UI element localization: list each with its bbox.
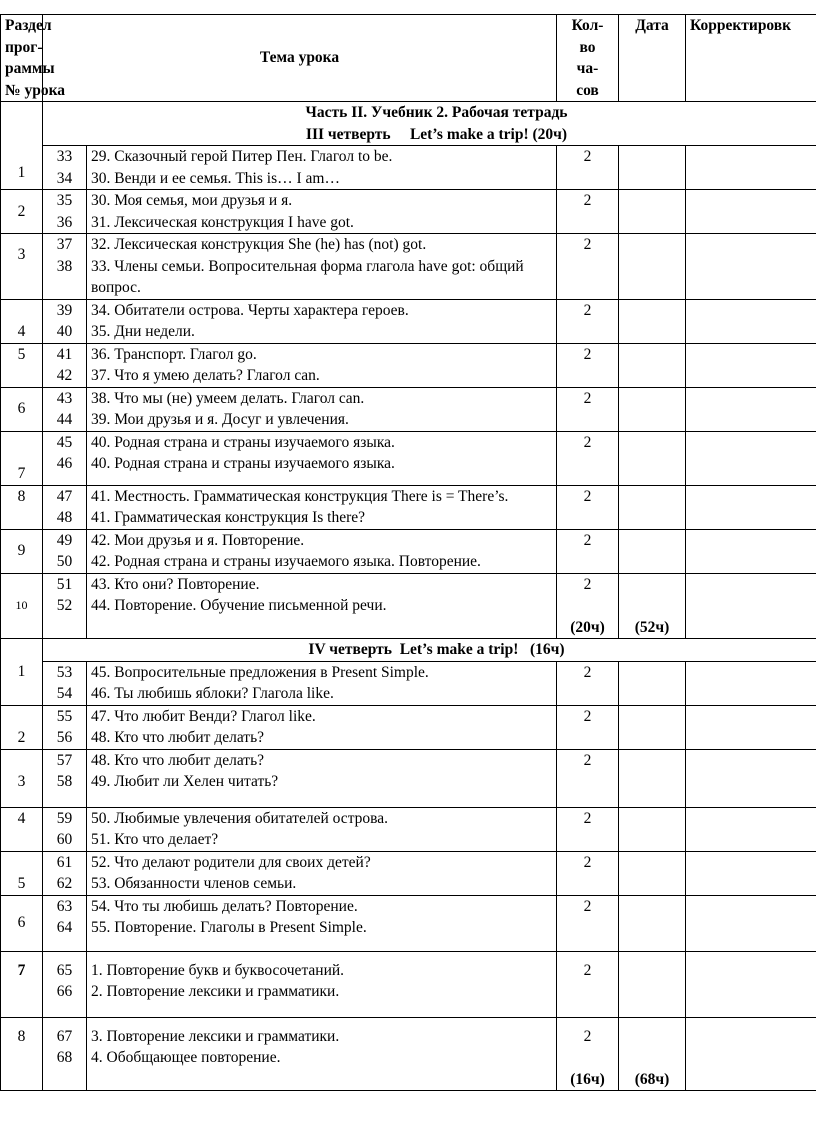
table-row xyxy=(1,851,816,895)
lesson-number: 60 xyxy=(56,831,73,848)
lesson-numbers xyxy=(43,851,87,895)
lesson-number: 55 xyxy=(56,707,73,725)
lesson-number: 49 xyxy=(56,531,73,549)
lesson-topics xyxy=(87,807,557,851)
lesson-hours: 2 xyxy=(557,485,619,529)
table-row xyxy=(1,234,816,300)
date-cell xyxy=(619,485,686,529)
header-section-line: раммы xyxy=(5,60,55,77)
hours-value: 2 xyxy=(583,1027,592,1045)
header-topic: Тема урока xyxy=(43,15,557,102)
correction-cell xyxy=(686,705,816,749)
header-section xyxy=(1,15,66,102)
lesson-numbers xyxy=(43,1017,87,1091)
lesson-number: 57 xyxy=(56,751,73,769)
header-correction: Корректировк xyxy=(686,15,816,102)
lesson-numbers xyxy=(43,387,87,431)
lesson-hours: 2 xyxy=(557,190,619,234)
table-row xyxy=(1,705,816,749)
lesson-topic: 52. Что делают родители для своих детей? xyxy=(91,853,371,871)
lesson-topics xyxy=(87,485,557,529)
lesson-topic: 31. Лексическая конструкция I have got. xyxy=(91,213,354,231)
spacer xyxy=(91,1069,552,1091)
lesson-topics xyxy=(87,529,557,573)
lesson-numbers xyxy=(43,705,87,749)
lesson-numbers xyxy=(43,529,87,573)
correction-cell xyxy=(686,851,816,895)
lesson-topic: 43. Кто они? Повторение. xyxy=(91,575,260,593)
section-number: 3 xyxy=(1,234,43,300)
correction-cell xyxy=(686,190,816,234)
lesson-topic: 47. Что любит Венди? Глагол like. xyxy=(91,707,316,725)
lesson-number: 67 xyxy=(56,1027,73,1045)
lesson-topic: 54. Что ты любишь делать? Повторение. xyxy=(91,897,358,915)
lesson-number: 35 xyxy=(56,192,73,209)
lesson-topics xyxy=(87,146,557,190)
date-cell xyxy=(619,851,686,895)
lesson-topic: 41. Грамматическая конструкция Is there? xyxy=(91,509,366,526)
lesson-number: 43 xyxy=(56,389,73,407)
lesson-topic: 49. Любит ли Хелен читать? xyxy=(91,773,279,790)
lesson-numbers xyxy=(43,431,87,485)
section-number: 3 xyxy=(1,749,43,807)
lesson-topic: 35. Дни недели. xyxy=(91,323,195,340)
lesson-number: 44 xyxy=(56,411,73,428)
lesson-number: 41 xyxy=(56,345,73,363)
lesson-topics xyxy=(87,343,557,387)
section-number: 5 xyxy=(1,851,43,895)
quarter-total-hours: (20ч) xyxy=(570,618,605,636)
lesson-number: 48 xyxy=(56,509,73,526)
lesson-topic: 1. Повторение букв и буквосочетаний. xyxy=(91,961,345,979)
header-section-line: № урока xyxy=(5,81,66,99)
lesson-topics xyxy=(87,895,557,951)
header-date: Дата xyxy=(619,15,686,102)
table-row xyxy=(1,895,816,951)
lesson-topic: 53. Обязанности членов семьи. xyxy=(91,875,297,892)
section-number: 2 xyxy=(1,705,43,749)
date-cell xyxy=(619,146,686,190)
lesson-topic: 40. Родная страна и страны изучаемого языка. xyxy=(91,433,395,451)
table-row xyxy=(1,299,816,343)
date-cell xyxy=(619,895,686,951)
part-title-line: Часть II. Учебник 2. Рабочая тетрадь xyxy=(305,104,568,121)
part-title: IV четверть Let’s make a trip! (16ч) xyxy=(43,639,816,662)
lesson-hours: 2 xyxy=(557,851,619,895)
section-number: 2 xyxy=(1,190,43,234)
date-cell xyxy=(619,343,686,387)
section-number: 7 xyxy=(1,951,43,1017)
section-number: 9 xyxy=(1,529,43,573)
spacer xyxy=(561,595,614,617)
correction-cell xyxy=(686,951,816,1017)
correction-cell xyxy=(686,573,816,639)
lesson-number: 47 xyxy=(56,487,73,505)
lesson-topics xyxy=(87,1017,557,1091)
lesson-topic: 48. Кто что любит делать? xyxy=(91,751,265,769)
lesson-number: 34 xyxy=(56,169,73,187)
lesson-number: 40 xyxy=(56,323,73,340)
header-hours-line: ча- xyxy=(576,60,599,77)
date-cell xyxy=(619,431,686,485)
section-number: 5 xyxy=(1,343,43,387)
lesson-topics xyxy=(87,661,557,705)
lesson-topic: 36. Транспорт. Глагол go. xyxy=(91,345,257,363)
lesson-numbers xyxy=(43,749,87,807)
lesson-number: 42 xyxy=(56,367,73,384)
table-row xyxy=(1,485,816,529)
lesson-number: 39 xyxy=(56,301,73,319)
table-row xyxy=(1,1017,816,1091)
lesson-topic: 42. Родная страна и страны изучаемого языка. Повторение. xyxy=(91,553,481,570)
lesson-numbers xyxy=(43,146,87,190)
table-row xyxy=(1,951,816,1017)
lesson-topic: 44. Повторение. Обучение письменной речи. xyxy=(91,597,387,614)
correction-cell xyxy=(686,1017,816,1091)
cumulative-total-hours: (52ч) xyxy=(634,618,670,636)
section-number: 6 xyxy=(1,895,43,951)
lesson-hours: 2 xyxy=(557,529,619,573)
lesson-number: 53 xyxy=(56,663,73,681)
lesson-topic: 34. Обитатели острова. Черты характера героев. xyxy=(91,301,409,319)
lesson-hours: 2 xyxy=(557,146,619,190)
lesson-hours: 2 xyxy=(557,705,619,749)
lesson-topic: 30. Венди и ее семья. This is… I am… xyxy=(91,169,340,187)
lesson-number: 51 xyxy=(56,575,73,593)
lesson-numbers xyxy=(43,485,87,529)
date-cell xyxy=(619,190,686,234)
lesson-numbers xyxy=(43,895,87,951)
lesson-topic: 30. Моя семья, мои друзья и я. xyxy=(91,192,293,209)
table-row xyxy=(1,431,816,485)
lesson-number: 63 xyxy=(56,897,73,915)
spacer xyxy=(561,1047,614,1069)
date-cell xyxy=(619,529,686,573)
lesson-topic: 41. Местность. Грамматическая конструкция There is = There’s. xyxy=(91,487,509,505)
part-title-row xyxy=(1,102,816,146)
header-hours xyxy=(557,15,619,102)
lesson-hours: 2 xyxy=(557,895,619,951)
table-row xyxy=(1,343,816,387)
date-cell xyxy=(619,661,686,705)
lesson-topic: 32. Лексическая конструкция She (he) has (not) got. xyxy=(91,236,427,253)
lesson-number: 56 xyxy=(56,729,73,746)
lesson-topic: 50. Любимые увлечения обитателей острова. xyxy=(91,809,389,827)
correction-cell xyxy=(686,343,816,387)
lesson-topics xyxy=(87,705,557,749)
correction-cell xyxy=(686,299,816,343)
lesson-numbers xyxy=(43,573,87,639)
lesson-hours: 2 xyxy=(557,749,619,807)
lesson-number: 65 xyxy=(56,961,73,979)
lesson-hours: 2 xyxy=(557,661,619,705)
lesson-hours: 2 xyxy=(557,807,619,851)
lesson-topic: 2. Повторение лексики и грамматики. xyxy=(91,983,340,1000)
table-row xyxy=(1,529,816,573)
section-number: 4 xyxy=(1,299,43,343)
lesson-number: 62 xyxy=(56,875,73,892)
lesson-topic: 51. Кто что делает? xyxy=(91,831,219,848)
lesson-numbers xyxy=(43,190,87,234)
correction-cell xyxy=(686,749,816,807)
quarter-total-hours: (16ч) xyxy=(570,1070,605,1088)
table-row xyxy=(1,807,816,851)
lesson-topics xyxy=(87,573,557,639)
lesson-hours: 2 xyxy=(557,299,619,343)
section-number: 4 xyxy=(1,807,43,851)
lesson-topics xyxy=(87,749,557,807)
correction-cell xyxy=(686,485,816,529)
section-number: 7 xyxy=(1,431,43,485)
lesson-number: 46 xyxy=(56,455,73,472)
lesson-numbers xyxy=(43,343,87,387)
header-hours-line: Кол- xyxy=(571,17,604,34)
section-number: 8 xyxy=(1,485,43,529)
lesson-topics xyxy=(87,851,557,895)
lesson-hours: 2 xyxy=(557,387,619,431)
lesson-hours: 2 xyxy=(557,951,619,1017)
lesson-number: 45 xyxy=(56,433,73,451)
lesson-topics xyxy=(87,387,557,431)
table-row xyxy=(1,749,816,807)
correction-cell xyxy=(686,529,816,573)
lesson-hours: 2 xyxy=(557,343,619,387)
lesson-number: 37 xyxy=(56,236,73,253)
lesson-number: 68 xyxy=(56,1049,73,1066)
lesson-topic: 46. Ты любишь яблоки? Глагола like. xyxy=(91,685,334,702)
section-number: 6 xyxy=(1,387,43,431)
lesson-hours: 2 xyxy=(557,234,619,300)
section-number: 1 xyxy=(1,102,43,190)
lesson-topic: 42. Мои друзья и я. Повторение. xyxy=(91,531,305,549)
date-cell xyxy=(619,299,686,343)
header-section-line: прог- xyxy=(5,38,43,56)
table-row xyxy=(1,661,816,705)
lesson-topics xyxy=(87,951,557,1017)
lesson-topic: 45. Вопросительные предложения в Present Simple. xyxy=(91,663,429,681)
spacer xyxy=(91,617,552,639)
lesson-topic: 48. Кто что любит делать? xyxy=(91,729,265,746)
lesson-number: 66 xyxy=(56,983,73,1000)
date-cell xyxy=(619,705,686,749)
part-title xyxy=(43,102,816,146)
lesson-topic: 33. Члены семьи. Вопросительная форма глагола have got: общий вопрос. xyxy=(91,257,524,296)
lesson-numbers xyxy=(43,661,87,705)
lesson-topics xyxy=(87,431,557,485)
lesson-topic: 37. Что я умею делать? Глагол can. xyxy=(91,367,320,384)
date-cell xyxy=(619,749,686,807)
lesson-numbers xyxy=(43,807,87,851)
date-cell xyxy=(619,387,686,431)
lesson-number: 38 xyxy=(56,257,73,275)
lesson-number: 58 xyxy=(56,773,73,790)
hours-value: 2 xyxy=(583,575,592,593)
date-cell xyxy=(619,951,686,1017)
header-hours-line: сов xyxy=(576,81,599,99)
lesson-topics xyxy=(87,190,557,234)
lesson-number: 54 xyxy=(56,685,73,702)
lesson-topics xyxy=(87,299,557,343)
correction-cell xyxy=(686,807,816,851)
section-number: 8 xyxy=(1,1017,43,1091)
lesson-numbers xyxy=(43,299,87,343)
correction-cell xyxy=(686,234,816,300)
lesson-number: 61 xyxy=(56,853,73,871)
header-row xyxy=(1,15,816,102)
lesson-hours: 2 xyxy=(557,431,619,485)
date-cell xyxy=(619,807,686,851)
correction-cell xyxy=(686,146,816,190)
date-cell xyxy=(619,234,686,300)
lesson-hours xyxy=(557,573,619,639)
lesson-numbers xyxy=(43,951,87,1017)
header-section-line: Раздел xyxy=(5,17,52,34)
section-number: 10 xyxy=(1,573,43,639)
table-row xyxy=(1,146,816,190)
correction-cell xyxy=(686,431,816,485)
lesson-number: 36 xyxy=(56,213,73,231)
date-cell xyxy=(619,573,686,639)
lesson-number: 64 xyxy=(56,919,73,936)
lesson-hours xyxy=(557,1017,619,1091)
cumulative-total-hours: (68ч) xyxy=(634,1070,670,1088)
lesson-number: 59 xyxy=(56,809,73,827)
correction-cell xyxy=(686,661,816,705)
lesson-numbers xyxy=(43,234,87,300)
part-title-line: III четверть Let’s make a trip! (20ч) xyxy=(305,125,568,143)
table-row xyxy=(1,190,816,234)
lesson-topic: 3. Повторение лексики и грамматики. xyxy=(91,1027,340,1045)
lesson-topic: 29. Сказочный герой Питер Пен. Глагол to be. xyxy=(91,148,393,165)
lesson-plan-table xyxy=(0,14,816,1091)
lesson-topic: 4. Обобщающее повторение. xyxy=(91,1049,281,1066)
table-row xyxy=(1,387,816,431)
lesson-topic: 40. Родная страна и страны изучаемого языка. xyxy=(91,455,395,472)
lesson-topic: 39. Мои друзья и я. Досуг и увлечения. xyxy=(91,411,349,428)
date-cell xyxy=(619,1017,686,1091)
lesson-topic: 38. Что мы (не) умеем делать. Глагол can. xyxy=(91,389,365,407)
lesson-topics xyxy=(87,234,557,300)
header-hours-line: во xyxy=(579,38,596,56)
lesson-number: 33 xyxy=(56,148,73,165)
correction-cell xyxy=(686,387,816,431)
correction-cell xyxy=(686,895,816,951)
lesson-topic: 55. Повторение. Глаголы в Present Simple. xyxy=(91,919,367,936)
table-row xyxy=(1,573,816,639)
part-title-row xyxy=(1,639,816,662)
lesson-number: 52 xyxy=(56,597,73,614)
lesson-number: 50 xyxy=(56,553,73,570)
section-number: 1 xyxy=(1,639,43,706)
